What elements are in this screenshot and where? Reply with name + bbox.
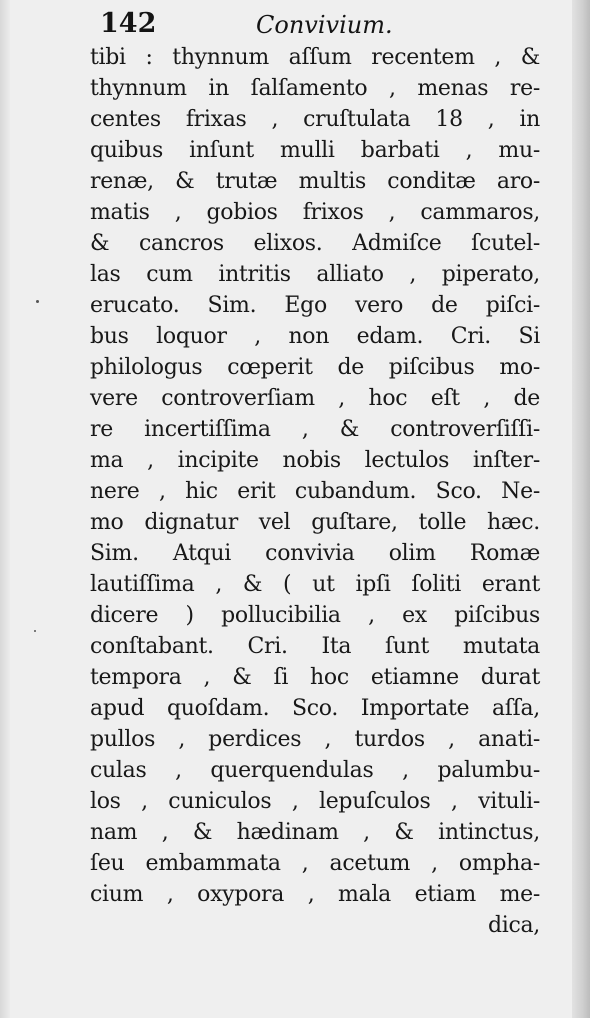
text-line: lautiſſima , & ( ut ipſi ſoliti erant [90,572,540,597]
catchword: dica, [487,913,540,938]
text-line: conſtabant. Cri. Ita ſunt mutata [90,634,540,659]
text-line: vere controverſiam , hoc eſt , de [90,386,540,411]
text-line: nam , & hædinam , & intinctus, [90,820,540,845]
page-number: 142 [100,8,157,39]
text-line: thynnum in ſalſamento , menas re- [90,76,540,101]
body-text [90,42,540,941]
text-line: las cum intritis alliato , piperato, [90,262,540,287]
text-line: matis , gobios frixos , cammaros, [90,200,540,225]
text-line: tempora , & ſi hoc etiamne durat [90,665,540,690]
text-line: apud quoſdam. Sco. Importate aſſa, [90,696,540,721]
text-line: & cancros elixos. Admiſce ſcutel- [90,231,540,256]
text-line: quibus inſunt mulli barbati , mu- [90,138,540,163]
text-line: renæ, & trutæ multis conditæ aro- [90,169,540,194]
page-right-edge-shadow [572,0,590,1018]
text-line: re incertiſſima , & controverſiſſi- [90,417,540,442]
text-line: culas , querquendulas , palumbu- [90,758,540,783]
page-left-margin-shadow [0,0,10,1018]
paper-speck [34,630,36,632]
text-line: los , cuniculos , lepuſculos , vituli- [90,789,540,814]
text-line: erucato. Sim. Ego vero de piſci- [90,293,540,318]
text-line: pullos , perdices , turdos , anati- [90,727,540,752]
text-line: Sim. Atqui convivia olim Romæ [90,541,540,566]
paper-speck [36,300,39,303]
text-line: mo dignatur vel guſtare, tolle hæc. [90,510,540,535]
text-line: nere , hic erit cubandum. Sco. Ne- [90,479,540,504]
page-header [96,8,546,44]
running-head: Convivium. [256,11,393,39]
text-line: centes frixas , cruſtulata 18 , in [90,107,540,132]
text-line: tibi : thynnum aſſum recentem , & [90,45,540,70]
text-line: dicere ) pollucibilia , ex piſcibus [90,603,540,628]
text-line: ſeu embammata , acetum , ompha- [90,851,540,876]
text-line: philologus cœperit de piſcibus mo- [90,355,540,380]
text-line: cium , oxypora , mala etiam me- [90,882,540,907]
text-line: ma , incipite nobis lectulos inſter- [90,448,540,473]
text-line: bus loquor , non edam. Cri. Si [90,324,540,349]
